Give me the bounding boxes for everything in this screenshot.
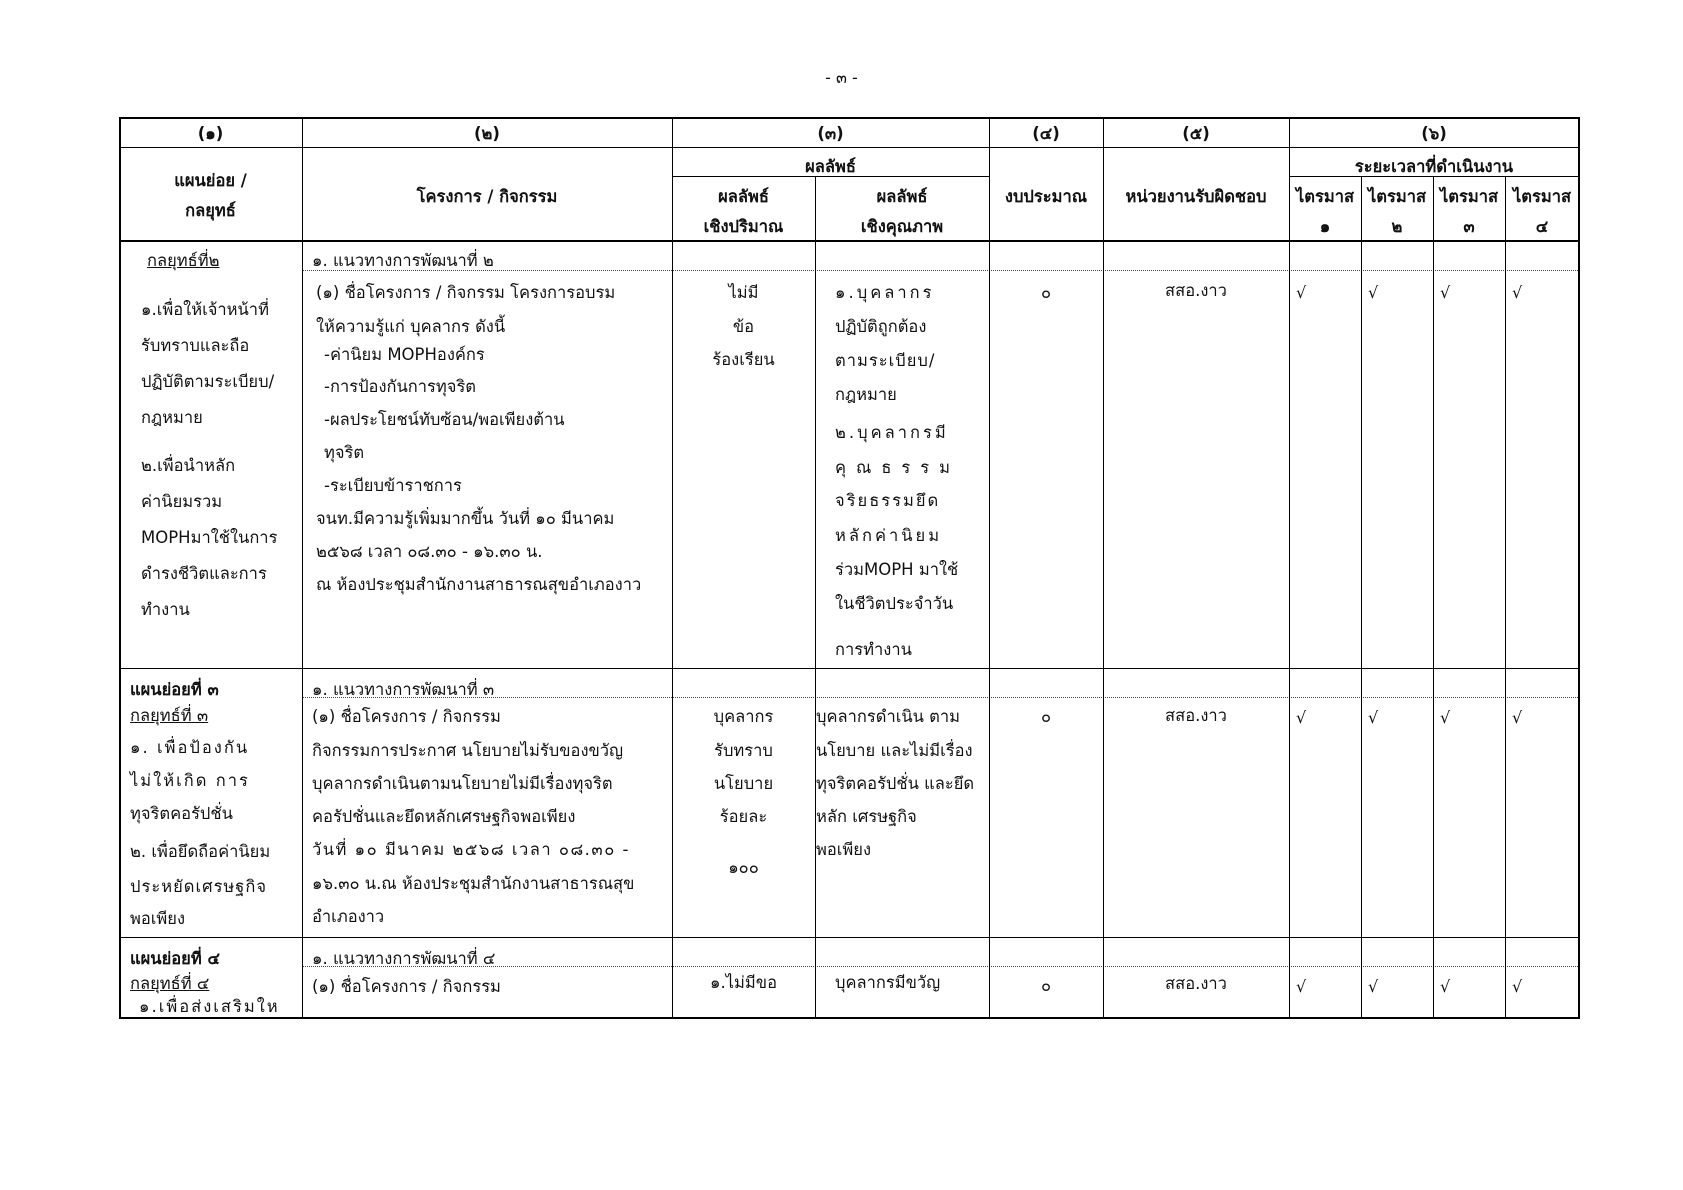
table-border bbox=[1578, 117, 1580, 1019]
project-line: -การป้องกันการทุจริต bbox=[324, 377, 477, 396]
table-rule bbox=[119, 147, 1580, 148]
strategy-text: ปฏิบัติตามระเบียบ/ bbox=[141, 372, 275, 391]
header-results: ผลลัพธ์ bbox=[805, 157, 856, 176]
sub-plan-heading: แผนย่อยที่ ๔ bbox=[130, 949, 220, 968]
qualitative-line: บุคลากรมีขวัญ bbox=[835, 973, 941, 992]
quarter-3-num: ๓ bbox=[1463, 217, 1475, 236]
table-border bbox=[119, 117, 121, 1019]
strategy-text: MOPHมาใช้ในการ bbox=[141, 528, 278, 547]
qualitative-line: นโยบาย และไม่มีเรื่อง bbox=[816, 741, 973, 760]
check-mark-q3: √ bbox=[1440, 283, 1451, 302]
check-mark-q1: √ bbox=[1296, 708, 1307, 727]
col-number-4: (๔) bbox=[1032, 124, 1060, 143]
strategy-text: รับทราบและถือ bbox=[141, 336, 250, 355]
quarter-4-label: ไตรมาส bbox=[1512, 187, 1572, 206]
quarter-1-label: ไตรมาส bbox=[1295, 187, 1355, 206]
table-rule bbox=[1361, 176, 1362, 1019]
quantitative-line: รับทราบ bbox=[714, 741, 773, 760]
budget-value: ๐ bbox=[1040, 976, 1052, 995]
header-qualitative-2: เชิงคุณภาพ bbox=[860, 217, 944, 236]
table-rule bbox=[672, 176, 989, 177]
header-plan-strategy-2: กลยุทธ์ bbox=[185, 201, 236, 220]
project-line: ๑๖.๓๐ น.ณ ห้องประชุมสำนักงานสาธารณสุข bbox=[312, 874, 635, 893]
qualitative-line: กฎหมาย bbox=[835, 385, 897, 404]
header-quantitative-1: ผลลัพธ์ bbox=[718, 187, 769, 206]
dotted-rule bbox=[302, 966, 1580, 967]
project-line: วันที่ ๑๐ มีนาคม ๒๕๖๘ เวลา ๐๘.๓๐ - bbox=[312, 840, 630, 859]
project-line: ณ ห้องประชุมสำนักงานสาธารณสุขอำเภองาว bbox=[316, 575, 642, 594]
qualitative-line: การทำงาน bbox=[835, 640, 912, 659]
project-line: -ผลประโยชน์ทับซ้อน/พอเพียงต้าน bbox=[324, 410, 565, 429]
responsible-unit: สสอ.งาว bbox=[1165, 281, 1227, 300]
project-line: บุคลากรดำเนินตามนโยบายไม่มีเรื่องทุจริต bbox=[312, 774, 613, 793]
quantitative-line: ร้องเรียน bbox=[712, 350, 775, 369]
header-responsible: หน่วยงานรับผิดชอบ bbox=[1125, 187, 1267, 206]
quantitative-line: ข้อ bbox=[732, 317, 755, 336]
qualitative-line: หลัก เศรษฐกิจ bbox=[816, 807, 917, 826]
col-number-3: (๓) bbox=[817, 124, 844, 143]
check-mark-q3: √ bbox=[1440, 708, 1451, 727]
guideline: ๑. แนวทางการพัฒนาที่ ๔ bbox=[312, 949, 496, 968]
project-line: ๒๕๖๘ เวลา ๐๘.๓๐ - ๑๖.๓๐ น. bbox=[316, 542, 543, 561]
quarter-2-label: ไตรมาส bbox=[1367, 187, 1427, 206]
project-line: ให้ความรู้แก่ บุคลากร ดังนี้ bbox=[316, 317, 506, 336]
col-number-6: (๖) bbox=[1421, 124, 1447, 143]
check-mark-q2: √ bbox=[1368, 708, 1379, 727]
check-mark-q4: √ bbox=[1512, 708, 1523, 727]
project-line: (๑) ชื่อโครงการ / กิจกรรม bbox=[312, 707, 501, 726]
table-rule bbox=[1289, 176, 1580, 177]
strategy-text: ประหยัดเศรษฐกิจ bbox=[130, 877, 268, 896]
header-budget: งบประมาณ bbox=[1004, 187, 1088, 206]
budget-value: ๐ bbox=[1040, 707, 1052, 726]
project-line: (๑) ชื่อโครงการ / กิจกรรม bbox=[312, 977, 501, 996]
quantitative-line: ร้อยละ bbox=[719, 807, 768, 826]
strategy-heading: กลยุทธ์ที่ ๓ bbox=[130, 706, 209, 725]
check-mark-q4: √ bbox=[1512, 283, 1523, 302]
header-quantitative-2: เชิงปริมาณ bbox=[703, 217, 784, 236]
col-number-2: (๒) bbox=[474, 124, 500, 143]
qualitative-line: ๒.บุคลากรมี bbox=[835, 423, 949, 442]
quantitative-line: ๑.ไม่มีขอ bbox=[710, 973, 777, 992]
strategy-text: ๒. เพื่อยึดถือค่านิยม bbox=[130, 842, 271, 861]
quantitative-line: ไม่มี bbox=[728, 283, 759, 302]
check-mark-q4: √ bbox=[1512, 977, 1523, 996]
project-line: (๑) ชื่อโครงการ / กิจกรรม โครงการอบรม bbox=[316, 283, 616, 302]
project-line: คอรัปชั่นและยึดหลักเศรษฐกิจพอเพียง bbox=[312, 807, 576, 826]
strategy-heading: กลยุทธ์ที่ ๔ bbox=[130, 974, 210, 993]
table-rule bbox=[1103, 117, 1104, 1019]
strategy-text: ๑.เพื่อส่งเสริมให bbox=[139, 997, 280, 1016]
qualitative-line: คุณธรรม bbox=[835, 458, 961, 477]
table-rule bbox=[1505, 176, 1506, 1019]
project-line: -ระเบียบข้าราชการ bbox=[324, 476, 462, 495]
budget-value: ๐ bbox=[1040, 283, 1052, 302]
quantitative-line: บุคลากร bbox=[713, 707, 774, 726]
qualitative-line: ปฏิบัติถูกต้อง bbox=[835, 317, 927, 336]
project-line: ทุจริต bbox=[324, 443, 365, 462]
check-mark-q2: √ bbox=[1368, 283, 1379, 302]
page-number: - ๓ - bbox=[825, 68, 858, 87]
dotted-rule bbox=[302, 270, 1580, 271]
project-line: อำเภองาว bbox=[312, 907, 385, 926]
dotted-rule bbox=[302, 697, 1580, 698]
strategy-text: พอเพียง bbox=[130, 909, 186, 928]
check-mark-q2: √ bbox=[1368, 977, 1379, 996]
qualitative-line: พอเพียง bbox=[816, 840, 872, 859]
strategy-text: ไม่ให้เกิด การ bbox=[130, 771, 250, 790]
guideline: ๑. แนวทางการพัฒนาที่ ๓ bbox=[312, 680, 495, 699]
strategy-text: ทำงาน bbox=[141, 600, 190, 619]
quarter-3-label: ไตรมาส bbox=[1439, 187, 1499, 206]
project-line: -ค่านิยม MOPHองค์กร bbox=[324, 345, 485, 364]
qualitative-line: ๑.บุคลากร bbox=[835, 283, 935, 302]
quantitative-line: นโยบาย bbox=[713, 774, 774, 793]
responsible-unit: สสอ.งาว bbox=[1165, 974, 1227, 993]
table-rule bbox=[1289, 117, 1290, 1019]
qualitative-line: จริยธรรมยึด bbox=[835, 491, 941, 510]
strategy-text: ค่านิยมรวม bbox=[141, 492, 223, 511]
strategy-text: ๒.เพื่อนำหลัก bbox=[141, 456, 236, 475]
header-plan-strategy-1: แผนย่อย / bbox=[174, 171, 247, 190]
quarter-1-num: ๑ bbox=[1319, 217, 1331, 236]
quarter-2-num: ๒ bbox=[1391, 217, 1403, 236]
check-mark-q1: √ bbox=[1296, 977, 1307, 996]
table-rule bbox=[815, 176, 816, 1019]
qualitative-line: ตามระเบียบ/ bbox=[835, 351, 936, 370]
quantitative-line: ๑๐๐ bbox=[728, 858, 759, 877]
strategy-text: ดำรงชีวิตและการ bbox=[141, 564, 267, 583]
strategy-text: ๑.เพื่อให้เจ้าหน้าที่ bbox=[141, 300, 269, 319]
table-rule bbox=[302, 117, 303, 1019]
guideline: ๑. แนวทางการพัฒนาที่ ๒ bbox=[312, 251, 494, 270]
qualitative-line: ทุจริตคอรัปชั่น และยึด bbox=[816, 774, 975, 793]
table-rule bbox=[672, 117, 673, 1019]
check-mark-q1: √ bbox=[1296, 283, 1307, 302]
qualitative-line: หลักค่านิยม bbox=[835, 526, 943, 545]
strategy-text: กฎหมาย bbox=[141, 408, 203, 427]
col-number-1: (๑) bbox=[197, 124, 224, 143]
strategy-text: ๑. เพื่อป้องกัน bbox=[130, 738, 250, 757]
qualitative-line: ร่วมMOPH มาใช้ bbox=[835, 560, 959, 579]
check-mark-q3: √ bbox=[1440, 977, 1451, 996]
header-timeframe: ระยะเวลาที่ดำเนินงาน bbox=[1354, 157, 1514, 176]
header-projects: โครงการ / กิจกรรม bbox=[416, 187, 558, 206]
quarter-4-num: ๔ bbox=[1535, 217, 1549, 236]
project-line: จนท.มีความรู้เพิ่มมากขึ้น วันที่ ๑๐ มีนาคม bbox=[316, 509, 615, 528]
qualitative-line: ในชีวิตประจำวัน bbox=[835, 594, 954, 613]
qualitative-line: บุคลากรดำเนิน ตาม bbox=[816, 707, 961, 726]
table-border bbox=[119, 117, 1580, 119]
project-line: กิจกรรมการประกาศ นโยบายไม่รับของขวัญ bbox=[312, 741, 624, 760]
col-number-5: (๕) bbox=[1182, 124, 1210, 143]
strategy-heading: กลยุทธ์ที่๒ bbox=[147, 251, 220, 270]
responsible-unit: สสอ.งาว bbox=[1165, 706, 1227, 725]
sub-plan-heading: แผนย่อยที่ ๓ bbox=[130, 680, 219, 699]
strategy-text: ทุจริตคอรัปชั่น bbox=[130, 804, 233, 823]
header-qualitative-1: ผลลัพธ์ bbox=[876, 187, 928, 206]
table-rule bbox=[1433, 176, 1434, 1019]
table-rule bbox=[989, 117, 990, 1019]
